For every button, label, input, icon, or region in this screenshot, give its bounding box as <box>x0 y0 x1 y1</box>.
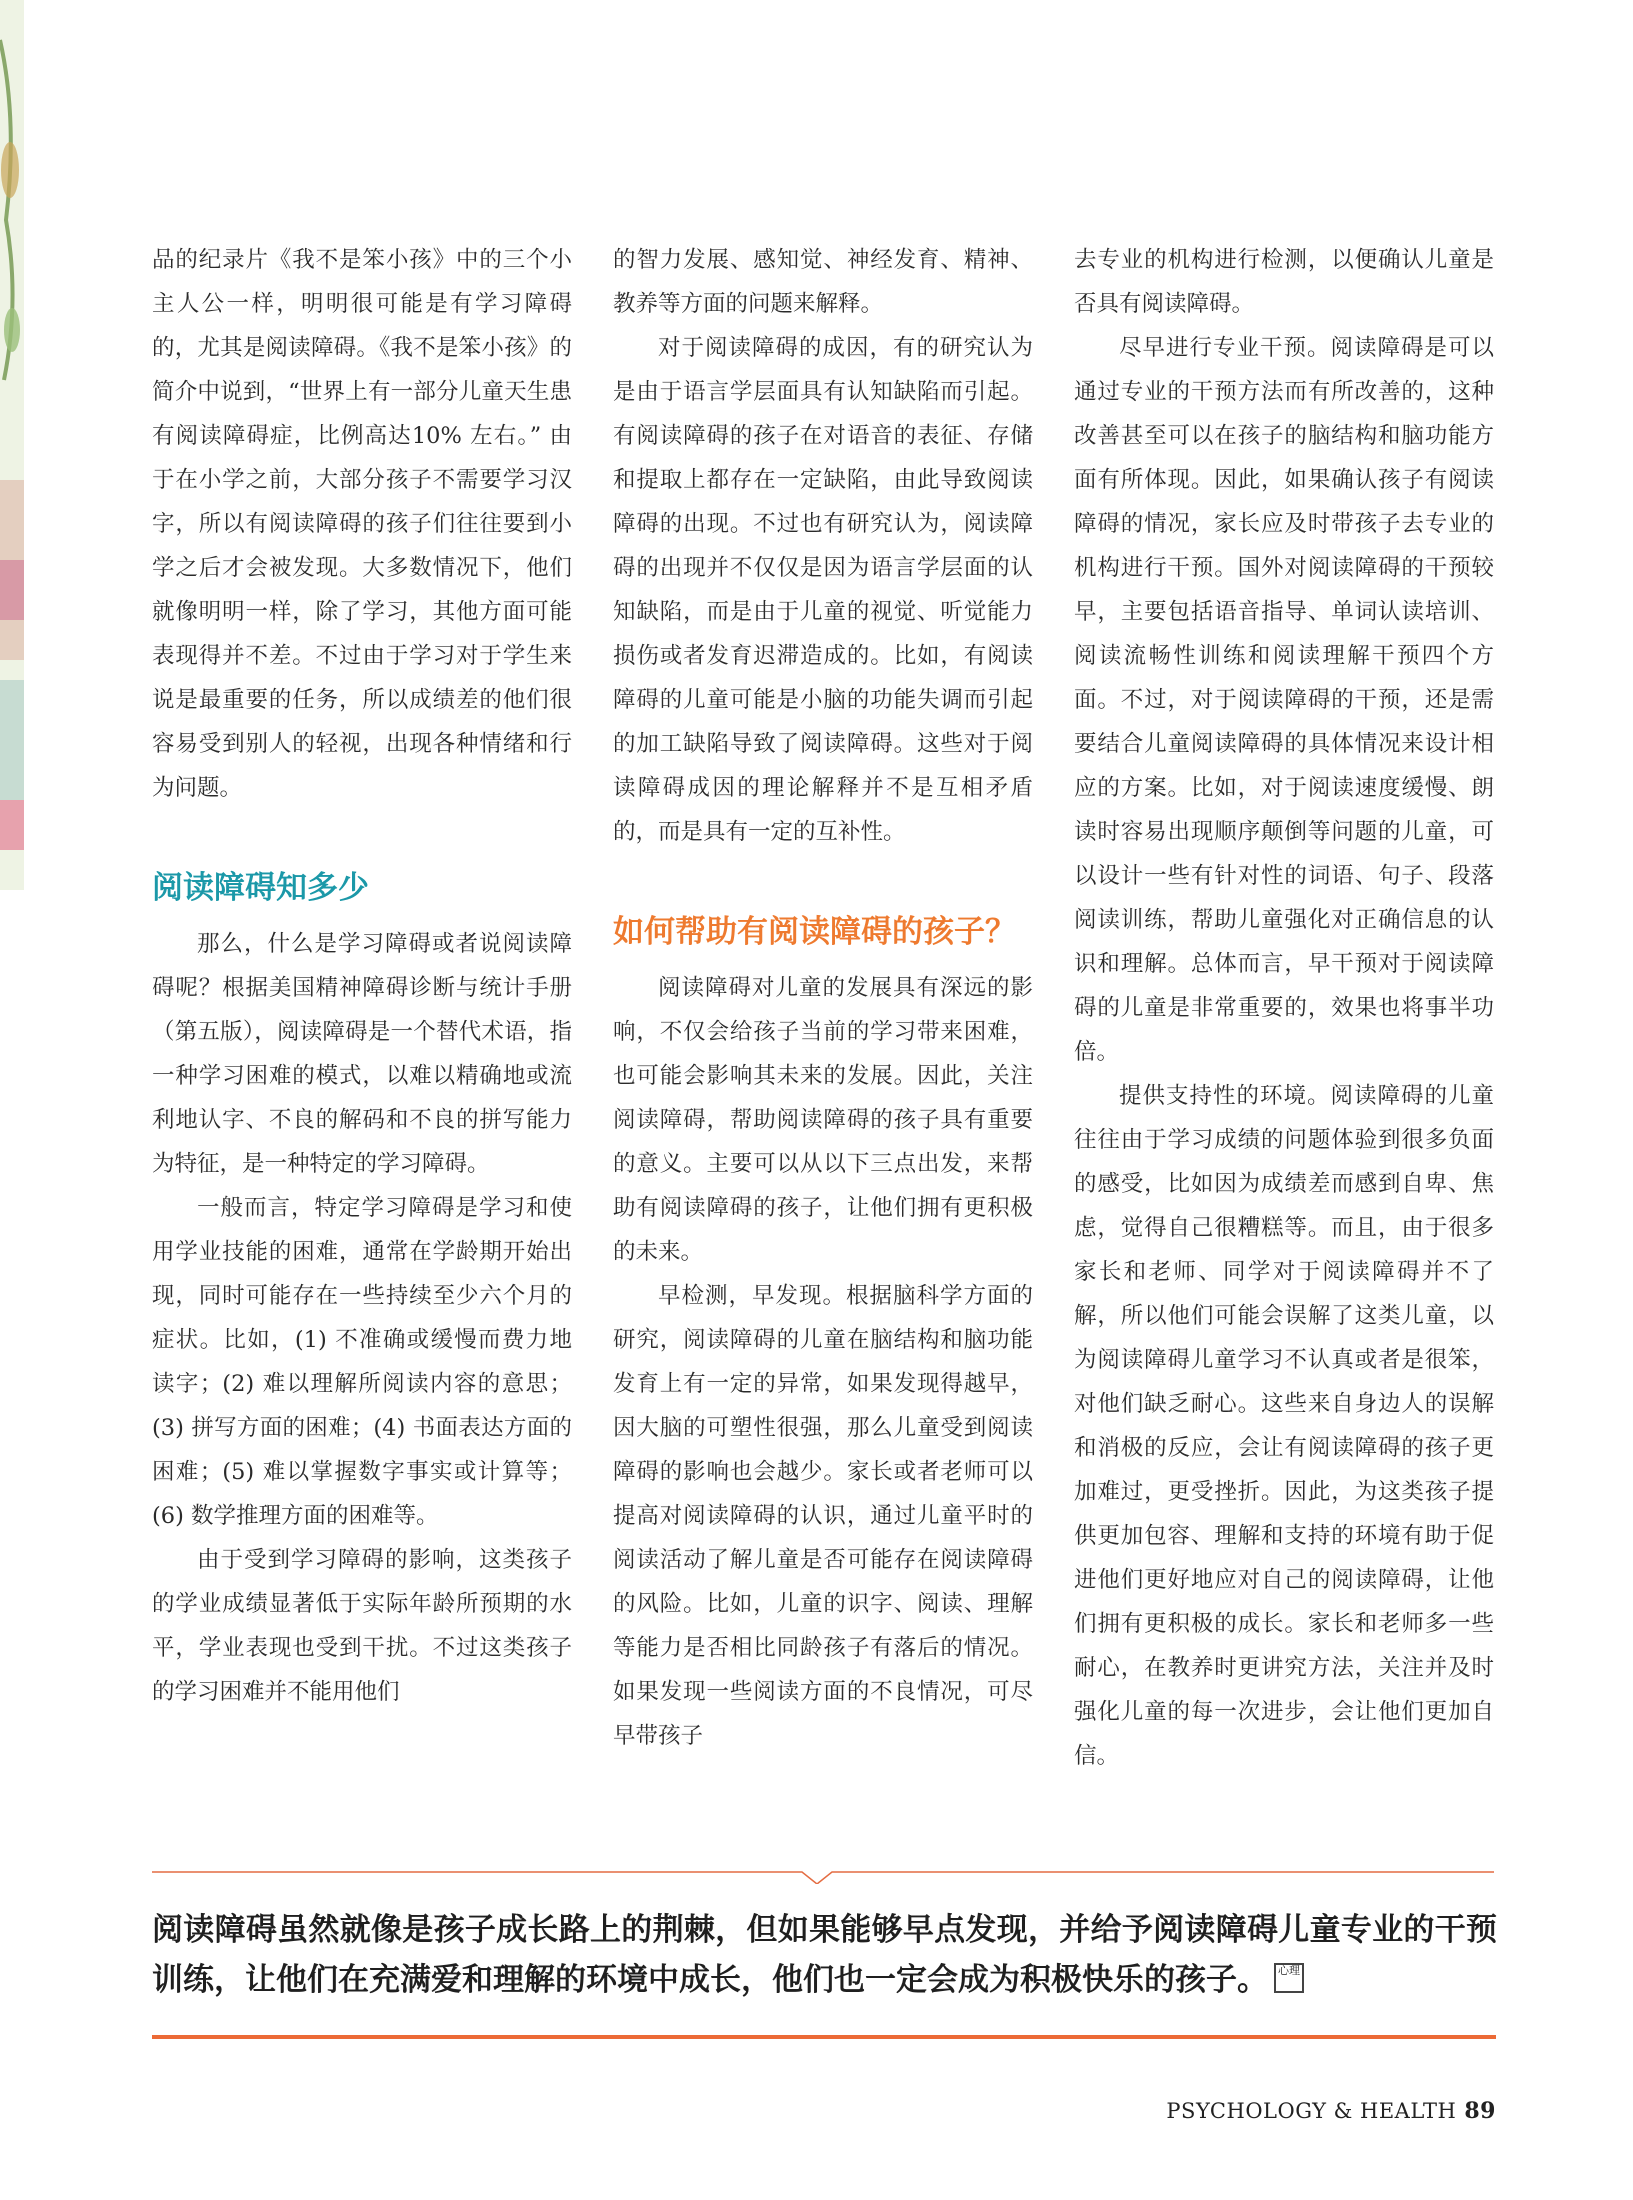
paragraph: 对于阅读障碍的成因，有的研究认为是由于语言学层面具有认知缺陷而引起。有阅读障碍的孩子在对语音的表征、存储和提取上都存在一定缺陷，由此导致阅读障碍的出现。不过也有研究认为，阅读障碍的出现并不仅仅是因为语言学层面的认知缺陷，而是由于儿童的视觉、听觉能力损伤或者发育迟滞造成的。比如，有阅读障碍的儿童可能是小脑的功能失调而引起的加工缺陷导致了阅读障碍。这些对于阅读障碍成因的理论解释并不是互相矛盾的，而是具有一定的互补性。 <box>613 335 1033 845</box>
page-footer <box>1166 2098 1496 2124</box>
end-mark-icon: 心理 <box>1274 1963 1304 1993</box>
paragraph: 的智力发展、感知觉、神经发育、精神、教养等方面的问题来解释。 <box>613 247 1033 317</box>
paragraph: 品的纪录片《我不是笨小孩》中的三个小主人公一样，明明很可能是有学习障碍的，尤其是阅读障碍。《我不是笨小孩》的简介中说到，“世界上有一部分儿童天生患有阅读障碍症，比例高达10% 左右。” 由于在小学之前，大部分孩子不需要学习汉字，所以有阅读障碍的孩子们往往要到小学之后才会被发现。大多数情况下，他们就像明明一样，除了学习，其他方面可能表现得并不差。不过由于学习对于学生来说是最重要的任务，所以成绩差的他们很容易受到别人的轻视，出现各种情绪和行为问题。 <box>152 247 572 801</box>
footer-rule <box>152 2035 1496 2039</box>
closing-statement <box>152 1905 1497 2005</box>
closing-text: 阅读障碍虽然就像是孩子成长路上的荆棘，但如果能够早点发现，并给予阅读障碍儿童专业的干预训练，让他们在充满爱和理解的环境中成长，他们也一定会成为积极快乐的孩子。 <box>152 1912 1497 1998</box>
section-heading: 阅读障碍知多少 <box>152 870 369 906</box>
paragraph: 去专业的机构进行检测，以便确认儿童是否具有阅读障碍。 <box>1074 247 1494 317</box>
section-divider <box>152 1858 1494 1884</box>
paragraph: 由于受到学习障碍的影响，这类孩子的学业成绩显著低于实际年龄所预期的水平，学业表现也受到干扰。不过这类孩子的学习困难并不能用他们 <box>152 1547 572 1705</box>
paragraph: 尽早进行专业干预。阅读障碍是可以通过专业的干预方法而有所改善的，这种改善甚至可以在孩子的脑结构和脑功能方面有所体现。因此，如果确认孩子有阅读障碍的情况，家长应及时带孩子去专业的机构进行干预。国外对阅读障碍的干预较早，主要包括语音指导、单词认读培训、阅读流畅性训练和阅读理解干预四个方面。不过，对于阅读障碍的干预，还是需要结合儿童阅读障碍的具体情况来设计相应的方案。比如，对于阅读速度缓慢、朗读时容易出现顺序颠倒等问题的儿童，可以设计一些有针对性的词语、句子、段落阅读训练，帮助儿童强化对正确信息的认识和理解。总体而言，早干预对于阅读障碍的儿童是非常重要的，效果也将事半功倍。 <box>1074 335 1494 1065</box>
column-3 <box>1074 238 1494 1778</box>
illustration-edge <box>0 0 24 890</box>
paragraph: 早检测，早发现。根据脑科学方面的研究，阅读障碍的儿童在脑结构和脑功能发育上有一定的异常，如果发现得越早，因大脑的可塑性很强，那么儿童受到阅读障碍的影响也会越少。家长或者老师可以提高对阅读障碍的认识，通过儿童平时的阅读活动了解儿童是否可能存在阅读障碍的风险。比如，儿童的识字、阅读、理解等能力是否相比同龄孩子有落后的情况。如果发现一些阅读方面的不良情况，可尽早带孩子 <box>613 1283 1033 1749</box>
section-heading: 如何帮助有阅读障碍的孩子？ <box>613 914 1016 950</box>
paragraph: 那么，什么是学习障碍或者说阅读障碍呢？根据美国精神障碍诊断与统计手册（第五版），阅读障碍是一个替代术语，指一种学习困难的模式，以难以精确地或流利地认字、不良的解码和不良的拼写能力为特征，是一种特定的学习障碍。 <box>152 931 572 1177</box>
magazine-name: PSYCHOLOGY & HEALTH <box>1166 2099 1457 2123</box>
column-2 <box>613 238 1033 1758</box>
paragraph: 一般而言，特定学习障碍是学习和使用学业技能的困难，通常在学龄期开始出现，同时可能存在一些持续至少六个月的症状。比如，(1) 不准确或缓慢而费力地读字；(2) 难以理解所阅读内容的意思；(3) 拼写方面的困难；(4) 书面表达方面的困难；(5) 难以掌握数字事实或计算等；(6) 数学推理方面的困难等。 <box>152 1195 572 1529</box>
column-1 <box>152 238 572 1714</box>
paragraph: 提供支持性的环境。阅读障碍的儿童往往由于学习成绩的问题体验到很多负面的感受，比如因为成绩差而感到自卑、焦虑，觉得自己很糟糕等。而且，由于很多家长和老师、同学对于阅读障碍并不了解，所以他们可能会误解了这类儿童，以为阅读障碍儿童学习不认真或者是很笨，对他们缺乏耐心。这些来自身边人的误解和消极的反应，会让有阅读障碍的孩子更加难过，更受挫折。因此，为这类孩子提供更加包容、理解和支持的环境有助于促进他们更好地应对自己的阅读障碍，让他们拥有更积极的成长。家长和老师多一些耐心，在教养时更讲究方法，关注并及时强化儿童的每一次进步，会让他们更加自信。 <box>1074 1083 1494 1769</box>
page-number: 89 <box>1464 2098 1496 2124</box>
paragraph: 阅读障碍对儿童的发展具有深远的影响，不仅会给孩子当前的学习带来困难，也可能会影响其未来的发展。因此，关注阅读障碍，帮助阅读障碍的孩子具有重要的意义。主要可以从以下三点出发，来帮助有阅读障碍的孩子，让他们拥有更积极的未来。 <box>613 975 1033 1265</box>
